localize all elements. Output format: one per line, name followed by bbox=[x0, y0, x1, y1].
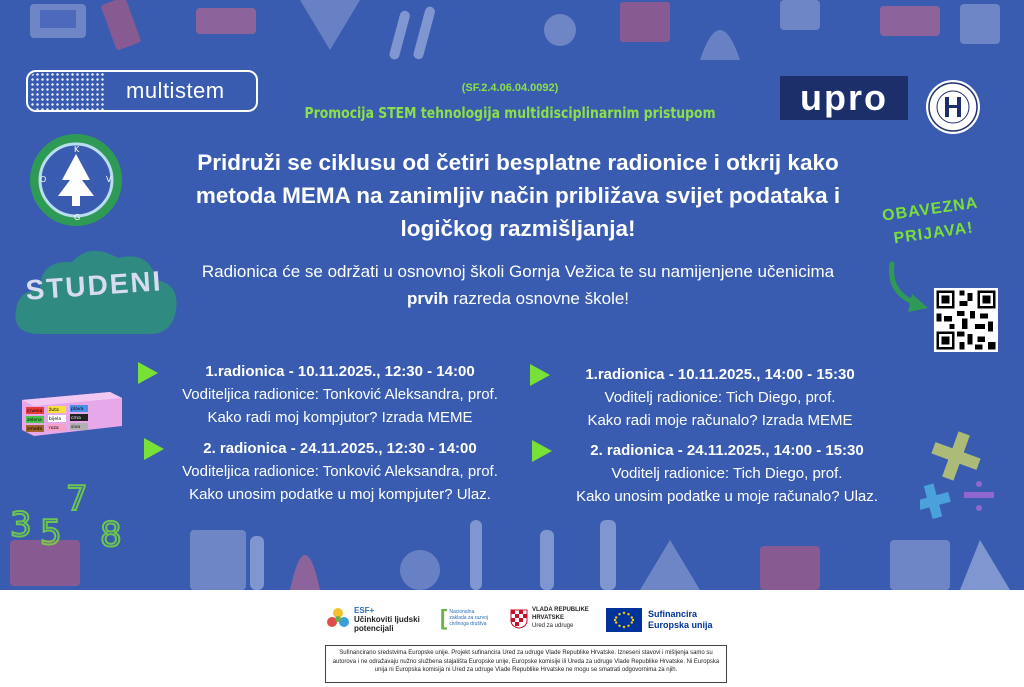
workshop-leader: Voditelj radionice: Tich Diego, prof. bbox=[611, 465, 843, 482]
esf-subtitle: Učinkoviti ljudski potencijali bbox=[354, 614, 420, 633]
science-decoration-bottom bbox=[0, 500, 1024, 590]
eraser-word: roza bbox=[49, 426, 59, 431]
eraser-word: bijela bbox=[49, 417, 62, 422]
workshop-right-2 bbox=[542, 439, 912, 508]
multistem-logo-pattern bbox=[30, 72, 106, 110]
eraser-word: zelena bbox=[27, 418, 42, 423]
registration-line-1: OBAVEZNA bbox=[881, 194, 980, 225]
numbers-decoration bbox=[6, 474, 136, 564]
math-symbols-decoration bbox=[920, 428, 1010, 528]
workshop-leader: Voditelj radionice: Tich Diego, prof. bbox=[604, 389, 836, 406]
eu-logo bbox=[606, 606, 716, 634]
nz-text: Nacionalna zaklada za razvoj civilnoga društva bbox=[449, 609, 488, 627]
eraser-word: siva bbox=[71, 425, 81, 430]
vlada-title: VLADA REPUBLIKE HRVATSKE bbox=[532, 607, 589, 621]
svg-text:G: G bbox=[74, 213, 81, 222]
info-part2: razreda osnovne škole! bbox=[448, 289, 630, 308]
workshop-left-1 bbox=[150, 360, 530, 429]
workshop-leader: Voditeljica radionice: Tonković Aleksandra, prof. bbox=[182, 386, 498, 403]
croatia-coat-of-arms-icon bbox=[510, 607, 528, 629]
workshop-topic: Kako unosim podatke u moj kompjuter? Ulaz. bbox=[189, 486, 491, 503]
eu-line1: Sufinancira bbox=[648, 609, 698, 619]
eraser-word: smeđa bbox=[27, 427, 43, 432]
arrow-icon bbox=[884, 260, 940, 320]
deco-number: 8 bbox=[100, 515, 122, 555]
workshop-topic: Kako radi moje računalo? Izrada MEME bbox=[587, 412, 853, 429]
workshop-title: 2. radionica - 24.11.2025., 14:00 - 15:30 bbox=[590, 442, 864, 459]
nz-logo bbox=[440, 603, 500, 633]
science-decoration-top bbox=[0, 0, 1024, 70]
info-part1: Radionica će se održati u osnovnoj školi Gornja Vežica te su namijenjene učenicima bbox=[201, 262, 835, 281]
multistem-logo bbox=[26, 70, 258, 112]
eu-line2: Europska unija bbox=[648, 620, 713, 630]
esf-logo bbox=[326, 602, 436, 636]
bracket-icon: [ bbox=[440, 605, 448, 630]
workshop-leader: Voditeljica radionice: Tonković Aleksandra, prof. bbox=[182, 463, 498, 480]
eraser-word: plava bbox=[71, 407, 84, 412]
svg-text:V: V bbox=[106, 175, 112, 184]
multistem-logo-text: multistem bbox=[126, 78, 225, 103]
workshop-topic: Kako unosim podatke u moje računalo? Ulaz. bbox=[576, 488, 878, 505]
workshop-topic: Kako radi moj kompjutor? Izrada MEME bbox=[207, 409, 473, 426]
esf-title: ESF+ bbox=[354, 605, 375, 615]
workshop-title: 1.radionica - 10.11.2025., 12:30 - 14:00 bbox=[205, 363, 475, 380]
disclaimer-text: Sufinancirano sredstvima Europske unije. Projekt sufinancira Ured za udruge Vlade Republike Hrvatske. Izneseni stavovi i mišljenja samo su autorova i ne odražavaju nužno službena stajališta Europske unije, Europske komisije ili Ureda za udruge Vlade Republike Hrvatske. Ni Europska unija ni Europska komisija ni Ured za udruge Vlade Republike Hrvatske ne mogu se smatrati odgovornima za njih. bbox=[325, 645, 727, 683]
workshop-title: 2. radionica - 24.11.2025., 12:30 - 14:00 bbox=[203, 440, 477, 457]
upro-logo: upro bbox=[780, 76, 908, 120]
eu-flag-icon bbox=[606, 608, 642, 632]
workshop-title: 1.radionica - 10.11.2025., 14:00 - 15:30 bbox=[585, 366, 855, 383]
esf-star-icon bbox=[326, 607, 350, 631]
registration-required-label bbox=[873, 190, 991, 253]
qr-code[interactable] bbox=[934, 288, 998, 352]
eraser-word: žuta bbox=[49, 408, 59, 413]
eraser-illustration bbox=[18, 382, 126, 440]
vlada-logo bbox=[510, 603, 610, 633]
workshop-right-1 bbox=[540, 363, 900, 432]
eraser-word: crvena bbox=[27, 409, 43, 414]
society-seal-icon bbox=[924, 78, 982, 136]
vlada-subtitle: Ured za udruge bbox=[532, 623, 574, 629]
eraser-word: crna bbox=[71, 416, 81, 421]
svg-text:O: O bbox=[40, 175, 47, 184]
svg-text:K: K bbox=[74, 145, 80, 154]
deco-number: 5 bbox=[40, 513, 62, 553]
deco-number: 7 bbox=[66, 479, 88, 519]
workshop-left-2 bbox=[150, 437, 530, 506]
subtitle: Promocija STEM tehnologija multidisciplinarnim pristupom bbox=[304, 104, 716, 122]
school-logo-icon bbox=[28, 132, 124, 228]
month-label: STUDENI bbox=[24, 265, 164, 306]
headline: Pridruži se ciklusu od četiri besplatne radionice i otkrij kako metoda MEMA na zanimljiv način približava svijet podataka i logičkog razmišljanja! bbox=[195, 150, 841, 241]
project-code: (SF.2.4.06.04.0092) bbox=[461, 82, 559, 94]
info-text bbox=[180, 258, 856, 312]
registration-line-2: PRIJAVA! bbox=[892, 219, 975, 248]
info-bold: prvih bbox=[406, 289, 449, 308]
deco-number: 3 bbox=[10, 505, 32, 545]
